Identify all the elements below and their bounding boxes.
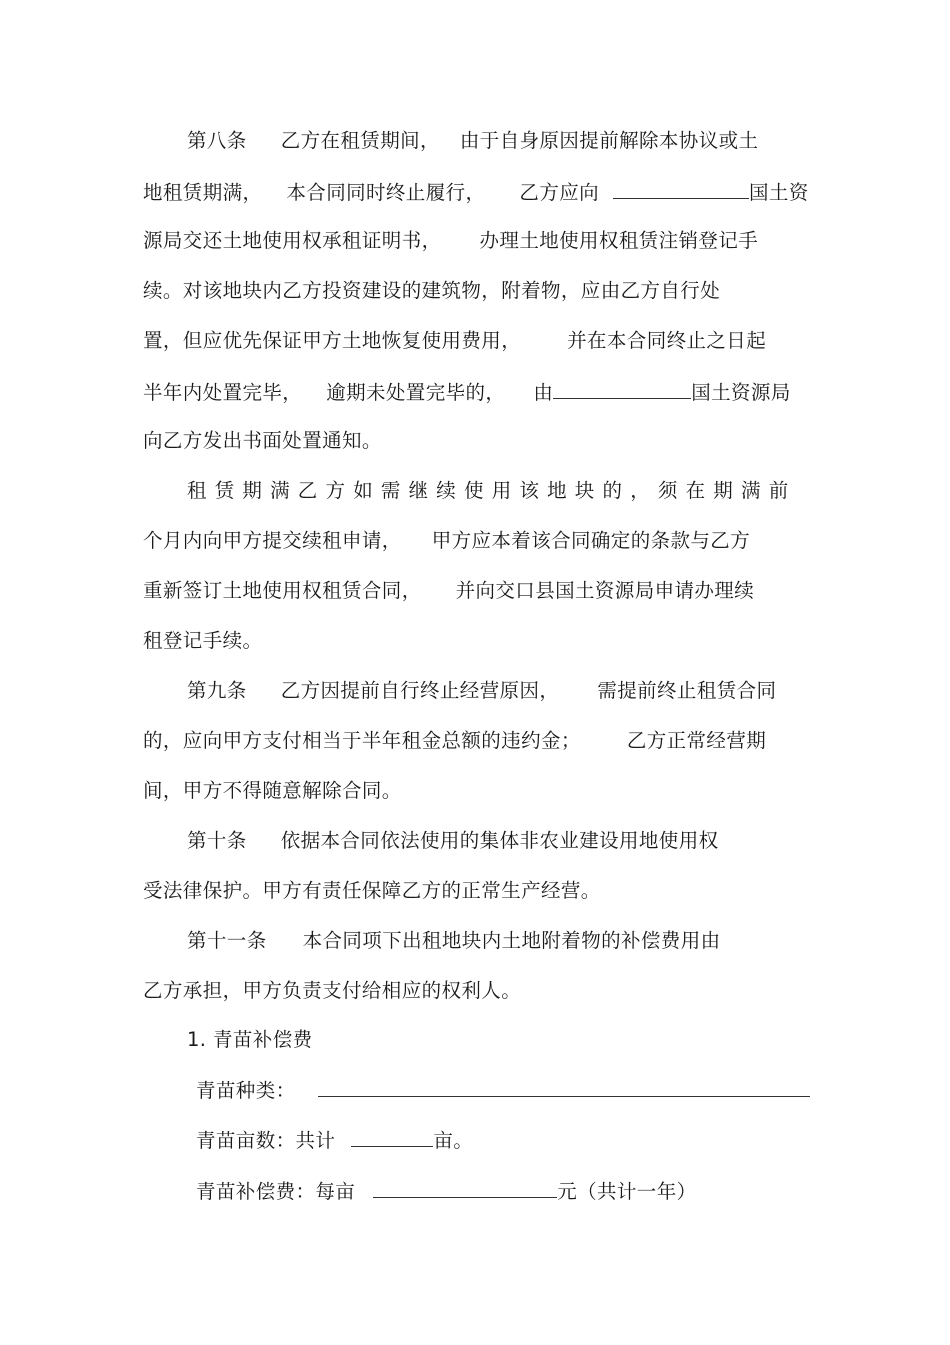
article8-text: 源局交还土地使用权承租证明书，	[143, 229, 442, 252]
article11-heading: 第十一条	[187, 929, 267, 952]
item1-fee-row	[196, 1177, 697, 1205]
renewal-text: 个月内向甲方提交续租申请，	[143, 529, 402, 552]
item1-count-row	[196, 1126, 473, 1154]
article8-text: 由	[533, 381, 554, 404]
article10-text: 受法律保护。甲方有责任保障乙方的正常生产经营。	[143, 879, 601, 902]
crop-fee-label: 青苗补偿费：每亩	[196, 1180, 356, 1203]
article10-line1	[187, 828, 719, 854]
article8-line4	[143, 278, 720, 304]
article8-line3	[143, 228, 758, 254]
article10-text: 依据本合同依法使用的集体非农业建设用地使用权	[280, 829, 719, 852]
renewal-text: 甲方应本着该合同确定的条款与乙方	[431, 529, 751, 552]
article8-text: 置，但应优先保证甲方土地恢复使用费用，	[143, 329, 522, 352]
article9-text: 的，应向甲方支付相当于半年租金总额的违约金；	[143, 729, 581, 752]
article9-heading: 第九条	[187, 679, 247, 702]
renewal-text: 须在期满前	[657, 479, 797, 502]
article8-text: 国土资	[749, 181, 809, 204]
article8-text: 地租赁期满，	[143, 181, 263, 204]
blank-field	[553, 378, 691, 399]
article8-heading: 第八条	[187, 129, 247, 152]
article8-text: 办理土地使用权租赁注销登记手	[479, 229, 759, 252]
article8-line5	[143, 328, 766, 354]
article9-text: 乙方正常经营期	[626, 729, 767, 752]
item1-type-row	[196, 1076, 810, 1104]
article10-line2	[143, 878, 601, 904]
article11-text: 乙方承担，甲方负责支付给相应的权利人。	[143, 979, 522, 1002]
article11-line1	[187, 928, 721, 954]
article8-text: 逾期未处置完毕的，	[326, 381, 506, 404]
article9-text: 间，甲方不得随意解除合同。	[143, 779, 402, 802]
crop-type-label: 青苗种类：	[196, 1079, 296, 1102]
crop-type-blank	[318, 1076, 810, 1097]
article11-text: 本合同项下出租地块内土地附着物的补偿费用由	[302, 929, 721, 952]
renewal-line3	[143, 578, 754, 604]
article9-text: 需提前终止租赁合同	[597, 679, 777, 702]
article8-text: 并在本合同终止之日起	[567, 329, 767, 352]
article8-text: 续。对该地块内乙方投资建设的建筑物，附着物，应由乙方自行处	[143, 279, 721, 302]
crop-count-unit: 亩。	[433, 1129, 474, 1152]
article8-text: 向乙方发出书面处置通知。	[143, 429, 382, 452]
renewal-line1	[187, 478, 796, 504]
crop-count-blank	[351, 1126, 433, 1147]
article9-line2	[143, 728, 766, 754]
article8-text: 本合同同时终止履行，	[286, 181, 486, 204]
article8-line7	[143, 428, 382, 454]
article10-heading: 第十条	[187, 829, 247, 852]
article11-line2	[143, 978, 521, 1004]
article9-line1	[187, 678, 776, 704]
crop-count-label: 青苗亩数：共计	[196, 1129, 336, 1152]
article8-text: 由于自身原因提前解除本协议或土	[459, 129, 759, 152]
article8-text: 乙方应向	[519, 181, 600, 204]
article8-text: 国土资源局	[691, 381, 791, 404]
crop-fee-unit: 元（共计一年）	[557, 1180, 697, 1203]
item1-title-text: 1. 青苗补偿费	[187, 1028, 313, 1051]
article8-line2	[143, 178, 809, 206]
article8-text: 半年内处置完毕，	[143, 381, 303, 404]
renewal-text: 并向交口县国土资源局申请办理续	[455, 579, 755, 602]
article9-line3	[143, 778, 402, 804]
article8-line1	[187, 128, 758, 154]
article8-line6	[143, 378, 791, 406]
renewal-text: 重新签订土地使用权租赁合同，	[143, 579, 422, 602]
renewal-line4	[143, 628, 262, 654]
blank-field	[613, 178, 749, 199]
article9-text: 乙方因提前自行终止经营原因，	[280, 679, 560, 702]
renewal-line2	[143, 528, 750, 554]
renewal-text: 租登记手续。	[143, 629, 263, 652]
item1-title	[187, 1027, 313, 1053]
renewal-text: 租赁期满乙方如需继续使用该地块的，	[187, 479, 658, 502]
article8-text: 乙方在租赁期间，	[280, 129, 440, 152]
crop-fee-blank	[373, 1177, 557, 1198]
